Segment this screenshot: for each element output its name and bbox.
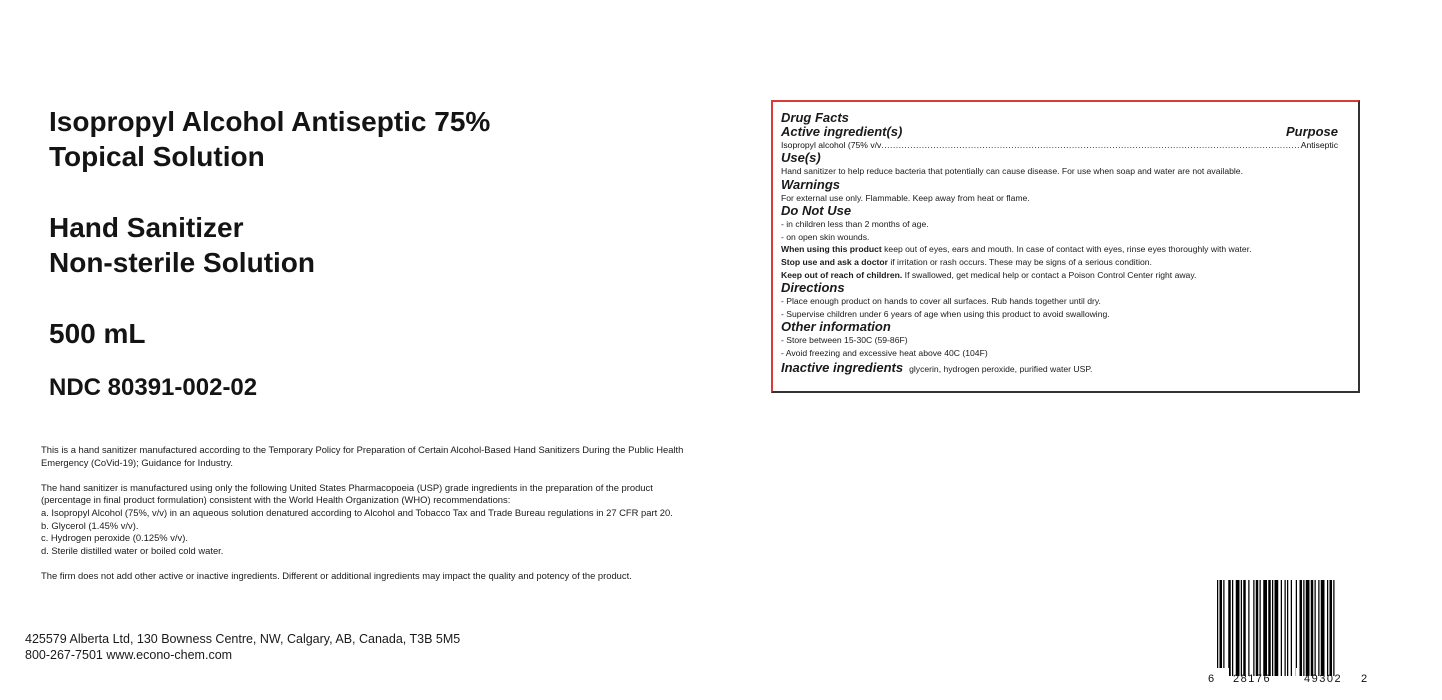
when-using-bold: When using this product <box>781 244 882 255</box>
barcode-digits-3: 49302 <box>1304 673 1343 685</box>
other-info-item-2: - Avoid freezing and excessive heat above 40C (104F) <box>781 347 988 358</box>
do-not-use-item-1: - in children less than 2 months of age. <box>781 219 929 230</box>
active-ingredient-row <box>781 139 1350 151</box>
product-type <box>49 210 315 280</box>
active-ingredient-heading: Active ingredient(s) <box>781 124 903 139</box>
warnings-heading: Warnings <box>781 176 840 192</box>
barcode-digits-2: 28176 <box>1233 673 1272 685</box>
notes-item-d: d. Sterile distilled water or boiled cold water. <box>41 544 224 556</box>
directions-item-2: - Supervise children under 6 years of age when using this product to avoid swallowing. <box>781 308 1110 319</box>
when-using-text <box>781 243 1350 256</box>
directions-item-1: - Place enough product on hands to cover all surfaces. Rub hands together until dry. <box>781 296 1101 307</box>
product-type-line2: Non-sterile Solution <box>49 247 315 278</box>
drug-facts-title: Drug Facts <box>781 110 849 125</box>
notes-para1b: Emergency (CoVid-19); Guidance for Industry. <box>41 456 233 468</box>
uses-heading: Use(s) <box>781 150 821 165</box>
active-ingredient-purpose: Antiseptic <box>1300 140 1338 150</box>
notes-para3: The firm does not add other active or inactive ingredients. Different or additional ingredients may impact the quality and potency of the product. <box>41 569 632 581</box>
product-type-line1: Hand Sanitizer <box>49 212 244 243</box>
purpose-heading: Purpose <box>1285 124 1338 139</box>
product-volume: 500 mL <box>49 318 146 349</box>
product-name <box>49 104 490 174</box>
stop-use-bold: Stop use and ask a doctor <box>781 256 888 267</box>
product-name-line1: Isopropyl Alcohol Antiseptic 75% <box>49 106 491 137</box>
ndc-code: NDC 80391-002-02 <box>49 374 258 401</box>
active-ingredient-header <box>781 125 1350 139</box>
uses-text: Hand sanitizer to help reduce bacteria that potentially can cause disease. For use when soap and water are not available. <box>781 166 1243 176</box>
keep-out-text <box>781 269 1350 282</box>
inactive-ingredients-text: glycerin, hydrogen peroxide, purified water USP. <box>909 363 1093 374</box>
notes-item-c: c. Hydrogen peroxide (0.125% v/v). <box>41 532 188 544</box>
barcode-digit-4: 2 <box>1361 673 1368 685</box>
inactive-ingredients-heading: Inactive ingredients <box>781 359 904 375</box>
notes-para1: This is a hand sanitizer manufactured according to the Temporary Policy for Preparation of Certain Alcohol-Based Hand Sanitizers During the Public Health <box>41 444 684 455</box>
when-using-detail: keep out of eyes, ears and mouth. In case of contact with eyes, rinse eyes thoroughly with water. <box>881 244 1252 255</box>
notes-para2a: The hand sanitizer is manufactured using only the following United States Pharmacopoeia (USP) grade ingredients in the preparation of the product <box>41 481 653 493</box>
notes-item-a: a. Isopropyl Alcohol (75%, v/v) in an aqueous solution denatured according to Alcohol and Tobacco Tax and Trade Bureau regulations in 27 CFR part 20. <box>41 506 673 518</box>
stop-use-detail: if irritation or rash occurs. These may be signs of a serious condition. <box>887 256 1152 267</box>
leader-dots <box>881 139 1300 151</box>
regulatory-notes <box>41 444 781 583</box>
do-not-use-item-2: - on open skin wounds. <box>781 231 870 242</box>
warnings-text: For external use only. Flammable. Keep away from heat or flame. <box>781 192 1030 203</box>
directions-heading: Directions <box>781 280 845 296</box>
barcode-digit-1: 6 <box>1208 673 1215 685</box>
other-info-heading: Other information <box>781 319 891 335</box>
keep-out-bold: Keep out of reach of children. <box>781 269 903 280</box>
do-not-use-heading: Do Not Use <box>781 203 852 219</box>
barcode-bars <box>1217 580 1335 676</box>
active-ingredient-item: Isopropyl alcohol (75% v/v <box>781 140 882 150</box>
notes-item-b: b. Glycerol (1.45% v/v). <box>41 519 139 531</box>
notes-para2b: (percentage in final product formulation) consistent with the World Health Organization (WHO) recommendations: <box>41 494 511 506</box>
company-address <box>25 632 460 663</box>
keep-out-detail: If swallowed, get medical help or contact a Poison Control Center right away. <box>902 269 1197 280</box>
barcode <box>1208 580 1370 690</box>
stop-use-text <box>781 256 1350 269</box>
drug-facts-panel <box>771 100 1360 393</box>
address-line1: 425579 Alberta Ltd, 130 Bowness Centre, NW, Calgary, AB, Canada, T3B 5M5 <box>25 632 461 646</box>
address-line2: 800-267-7501 www.econo-chem.com <box>25 647 233 662</box>
inactive-ingredients-row <box>781 361 1350 376</box>
product-name-line2: Topical Solution <box>49 141 265 172</box>
other-info-item-1: - Store between 15-30C (59-86F) <box>781 335 908 346</box>
